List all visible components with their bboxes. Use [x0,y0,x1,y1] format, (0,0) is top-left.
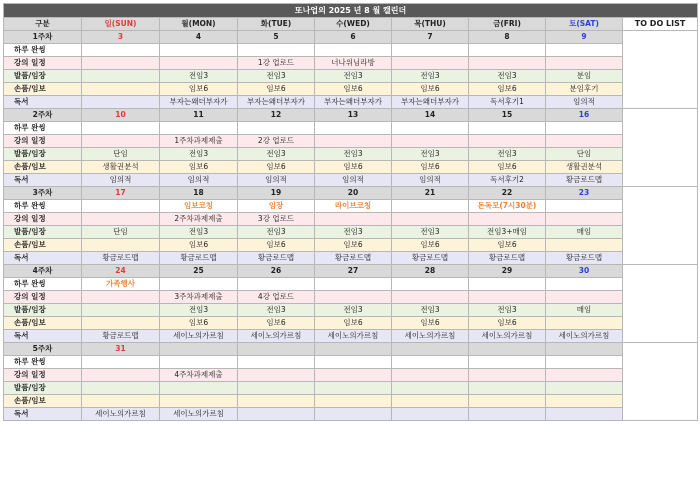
schedule-cell[interactable] [160,278,238,291]
schedule-cell[interactable] [315,213,392,226]
schedule-cell[interactable] [392,382,469,395]
date-cell-mon[interactable] [160,343,238,356]
schedule-cell[interactable]: 임보6 [160,317,238,330]
schedule-cell[interactable]: 전임3 [238,70,315,83]
schedule-cell[interactable] [238,395,315,408]
schedule-cell[interactable]: 임장 [238,200,315,213]
row-daily-complete [4,278,698,291]
schedule-cell[interactable]: 세이노의가르침 [160,330,238,343]
date-cell-mon[interactable]: 11 [160,109,238,122]
schedule-cell[interactable] [238,356,315,369]
schedule-cell[interactable]: 임보6 [469,83,546,96]
schedule-cell[interactable] [469,382,546,395]
schedule-cell[interactable]: 부자는왜더부자가 [238,96,315,109]
schedule-cell[interactable] [82,395,160,408]
row-online-research [4,239,698,252]
schedule-cell[interactable] [469,408,546,421]
date-cell-tue[interactable]: 5 [238,31,315,44]
schedule-cell[interactable] [82,291,160,304]
row-label: 손품/임보 [4,317,82,330]
row-label: 손품/임보 [4,161,82,174]
schedule-cell[interactable]: 세이노의가르침 [238,330,315,343]
date-cell-fri[interactable]: 22 [469,187,546,200]
schedule-cell[interactable] [315,135,392,148]
schedule-cell[interactable]: 2주차과제제출 [160,213,238,226]
schedule-cell[interactable]: 전임3 [238,148,315,161]
date-cell-mon[interactable]: 18 [160,187,238,200]
schedule-cell[interactable]: 부자는왜더부자가 [315,96,392,109]
date-cell-tue[interactable]: 19 [238,187,315,200]
day-header-sat: 토(SAT) [546,18,623,31]
date-cell-fri[interactable]: 8 [469,31,546,44]
schedule-cell[interactable]: 임보6 [315,317,392,330]
schedule-cell[interactable] [392,44,469,57]
row-online-research [4,83,698,96]
row-reading [4,330,698,343]
schedule-cell[interactable] [160,356,238,369]
schedule-cell[interactable] [392,356,469,369]
schedule-cell[interactable]: 세이노의가르침 [82,408,160,421]
schedule-cell[interactable] [82,70,160,83]
date-cell-wed[interactable]: 27 [315,265,392,278]
schedule-cell[interactable] [238,408,315,421]
date-cell-mon[interactable]: 4 [160,31,238,44]
schedule-cell[interactable] [546,317,623,330]
schedule-cell[interactable]: 전임3 [315,304,392,317]
schedule-cell[interactable] [392,395,469,408]
schedule-cell[interactable]: 황금로드맵 [82,330,160,343]
row-label: 독서 [4,96,82,109]
week-label: 2주차 [4,109,82,122]
schedule-cell[interactable] [469,291,546,304]
date-cell-fri[interactable] [469,343,546,356]
schedule-cell[interactable] [546,135,623,148]
schedule-cell[interactable]: 임의적 [392,174,469,187]
schedule-cell[interactable] [82,135,160,148]
row-label: 하루 완씽 [4,278,82,291]
row-lecture-schedule [4,57,698,70]
row-field-visit [4,148,698,161]
row-label: 하루 완씽 [4,122,82,135]
row-label: 하루 완씽 [4,200,82,213]
schedule-cell[interactable]: 단임 [82,226,160,239]
row-label: 손품/임보 [4,83,82,96]
row-label: 독서 [4,408,82,421]
schedule-cell[interactable] [238,382,315,395]
schedule-cell[interactable]: 단임 [546,148,623,161]
schedule-cell[interactable] [546,408,623,421]
row-field-visit [4,70,698,83]
row-label: 발품/임장 [4,226,82,239]
schedule-cell[interactable] [82,356,160,369]
row-label: 손품/임보 [4,395,82,408]
schedule-cell[interactable]: 전임3 [160,70,238,83]
todo-cell[interactable] [623,31,698,109]
row-online-research [4,161,698,174]
row-label: 강의 일정 [4,57,82,70]
row-label: 독서 [4,252,82,265]
week-header-row [4,187,698,200]
row-daily-complete [4,200,698,213]
date-cell-sun[interactable]: 24 [82,265,160,278]
date-cell-mon[interactable]: 25 [160,265,238,278]
schedule-cell[interactable] [82,382,160,395]
date-cell-sat[interactable]: 16 [546,109,623,122]
week-header-row [4,109,698,122]
date-cell-wed[interactable]: 13 [315,109,392,122]
schedule-cell[interactable] [469,44,546,57]
schedule-cell[interactable]: 임보6 [315,83,392,96]
schedule-cell[interactable]: 전임3 [392,70,469,83]
schedule-cell[interactable]: 황금로드맵 [469,252,546,265]
schedule-cell[interactable] [160,122,238,135]
schedule-cell[interactable]: 매임 [546,226,623,239]
schedule-cell[interactable]: 1주차과제제출 [160,135,238,148]
schedule-cell[interactable] [315,395,392,408]
calendar-title: 또나업의 2025 년 8 월 캘린더 [4,4,698,18]
week-label: 3주차 [4,187,82,200]
schedule-cell[interactable] [392,278,469,291]
schedule-cell[interactable]: 임보6 [392,239,469,252]
schedule-cell[interactable] [392,135,469,148]
schedule-cell[interactable]: 2강 업로드 [238,135,315,148]
date-cell-sat[interactable]: 23 [546,187,623,200]
schedule-cell[interactable] [82,57,160,70]
schedule-cell[interactable]: 전임3 [469,70,546,83]
date-cell-sat[interactable] [546,343,623,356]
schedule-cell[interactable]: 1강 업로드 [238,57,315,70]
schedule-cell[interactable]: 전임3 [392,148,469,161]
schedule-cell[interactable] [160,395,238,408]
todo-cell[interactable] [623,343,698,421]
date-cell-thu[interactable]: 28 [392,265,469,278]
day-header-thu: 목(THU) [392,18,469,31]
week-label: 5주차 [4,343,82,356]
schedule-cell[interactable] [82,369,160,382]
schedule-cell[interactable]: 임보6 [238,317,315,330]
row-label: 강의 일정 [4,291,82,304]
schedule-cell[interactable] [315,382,392,395]
row-label: 손품/임보 [4,239,82,252]
schedule-cell[interactable]: 분임 [546,70,623,83]
schedule-cell[interactable] [315,291,392,304]
schedule-cell[interactable]: 임보6 [315,239,392,252]
date-cell-tue[interactable]: 26 [238,265,315,278]
schedule-cell[interactable]: 임의적 [315,174,392,187]
schedule-cell[interactable] [546,382,623,395]
row-reading [4,96,698,109]
day-header-mon: 월(MON) [160,18,238,31]
row-online-research [4,317,698,330]
date-cell-wed[interactable] [315,343,392,356]
row-reading [4,174,698,187]
schedule-cell[interactable]: 단임 [82,148,160,161]
schedule-cell[interactable] [315,278,392,291]
schedule-cell[interactable] [238,122,315,135]
schedule-cell[interactable]: 세이노의가르침 [546,330,623,343]
schedule-cell[interactable]: 임의적 [546,96,623,109]
date-cell-thu[interactable]: 7 [392,31,469,44]
schedule-cell[interactable]: 전임3 [315,148,392,161]
schedule-cell[interactable]: 전임3 [469,304,546,317]
schedule-cell[interactable] [160,44,238,57]
schedule-cell[interactable]: 세이노의가르침 [315,330,392,343]
day-header-sun: 일(SUN) [82,18,160,31]
schedule-cell[interactable] [160,382,238,395]
week-label: 4주차 [4,265,82,278]
schedule-cell[interactable]: 황금로드맵 [160,252,238,265]
schedule-cell[interactable] [82,317,160,330]
schedule-cell[interactable] [392,369,469,382]
row-daily-complete [4,122,698,135]
schedule-cell[interactable]: 임보6 [238,161,315,174]
schedule-cell[interactable] [392,291,469,304]
schedule-cell[interactable] [315,122,392,135]
schedule-cell[interactable] [469,395,546,408]
todo-cell[interactable] [623,109,698,187]
schedule-cell[interactable]: 임보6 [160,239,238,252]
schedule-cell[interactable]: 전임3 [238,226,315,239]
calendar-body [4,31,698,421]
category-header: 구분 [4,18,82,31]
schedule-cell[interactable] [82,83,160,96]
schedule-cell[interactable]: 임보6 [469,161,546,174]
schedule-cell[interactable]: 부자는왜더부자가 [160,96,238,109]
schedule-cell[interactable]: 임보6 [238,239,315,252]
schedule-cell[interactable] [546,213,623,226]
todo-cell[interactable] [623,265,698,343]
schedule-cell[interactable] [238,44,315,57]
schedule-cell[interactable]: 임보코칭 [160,200,238,213]
schedule-cell[interactable]: 독서후기1 [469,96,546,109]
schedule-cell[interactable] [546,356,623,369]
schedule-cell[interactable] [315,356,392,369]
schedule-cell[interactable]: 전임3 [392,304,469,317]
row-label: 독서 [4,330,82,343]
schedule-cell[interactable] [546,200,623,213]
week-label: 1주차 [4,31,82,44]
schedule-cell[interactable] [82,122,160,135]
date-cell-thu[interactable]: 14 [392,109,469,122]
schedule-cell[interactable]: 임보6 [392,83,469,96]
date-cell-sat[interactable]: 30 [546,265,623,278]
schedule-cell[interactable]: 부자는왜더부자가 [392,96,469,109]
schedule-cell[interactable] [315,408,392,421]
schedule-cell[interactable]: 황금로드맵 [546,174,623,187]
day-header-wed: 수(WED) [315,18,392,31]
schedule-cell[interactable]: 세이노의가르침 [160,408,238,421]
schedule-cell[interactable]: 전임3 [160,304,238,317]
row-label: 강의 일정 [4,369,82,382]
row-label: 발품/임장 [4,70,82,83]
todo-cell[interactable] [623,187,698,265]
date-cell-thu[interactable]: 21 [392,187,469,200]
schedule-cell[interactable]: 황금로드맵 [546,252,623,265]
day-header-tue: 화(TUE) [238,18,315,31]
schedule-cell[interactable]: 황금로드맵 [315,252,392,265]
schedule-cell[interactable]: 3주차과제제출 [160,291,238,304]
schedule-cell[interactable]: 임의적 [160,174,238,187]
row-reading [4,408,698,421]
schedule-cell[interactable] [546,369,623,382]
schedule-cell[interactable] [469,213,546,226]
schedule-cell[interactable]: 황금로드맵 [82,252,160,265]
schedule-cell[interactable]: 임보6 [392,161,469,174]
schedule-cell[interactable] [546,239,623,252]
schedule-cell[interactable]: 임보6 [469,239,546,252]
date-cell-fri[interactable]: 15 [469,109,546,122]
schedule-cell[interactable]: 전임3+매임 [469,226,546,239]
schedule-cell[interactable]: 가족행사 [82,278,160,291]
schedule-cell[interactable]: 임보6 [315,161,392,174]
row-online-research [4,395,698,408]
schedule-cell[interactable] [546,291,623,304]
schedule-cell[interactable]: 돈독모(7시30분) [469,200,546,213]
row-label: 하루 완씽 [4,356,82,369]
schedule-cell[interactable] [82,96,160,109]
row-field-visit [4,226,698,239]
schedule-cell[interactable] [469,135,546,148]
date-cell-sun[interactable]: 31 [82,343,160,356]
schedule-cell[interactable] [469,57,546,70]
schedule-cell[interactable]: 임의적 [82,174,160,187]
schedule-cell[interactable]: 전임3 [469,148,546,161]
row-label: 강의 일정 [4,213,82,226]
schedule-cell[interactable]: 임보6 [160,83,238,96]
schedule-cell[interactable] [469,369,546,382]
schedule-cell[interactable] [392,408,469,421]
schedule-cell[interactable]: 4주차과제제출 [160,369,238,382]
schedule-cell[interactable]: 세이노의가르침 [469,330,546,343]
date-cell-sun[interactable]: 10 [82,109,160,122]
schedule-cell[interactable]: 생활권분석 [82,161,160,174]
schedule-cell[interactable] [546,122,623,135]
calendar-table [3,3,698,421]
schedule-cell[interactable] [82,44,160,57]
schedule-cell[interactable]: 분임후기 [546,83,623,96]
schedule-cell[interactable]: 전임3 [315,70,392,83]
schedule-cell[interactable]: 전임3 [315,226,392,239]
row-label: 강의 일정 [4,135,82,148]
row-label: 발품/임장 [4,382,82,395]
schedule-cell[interactable] [392,122,469,135]
schedule-cell[interactable]: 독서후기2 [469,174,546,187]
schedule-cell[interactable] [546,395,623,408]
schedule-cell[interactable] [546,278,623,291]
schedule-cell[interactable] [160,57,238,70]
row-lecture-schedule [4,369,698,382]
schedule-cell[interactable]: 임보6 [238,83,315,96]
schedule-cell[interactable] [238,278,315,291]
schedule-cell[interactable]: 전임3 [160,148,238,161]
schedule-cell[interactable] [392,213,469,226]
schedule-cell[interactable]: 전임3 [160,226,238,239]
schedule-cell[interactable]: 전임3 [392,226,469,239]
schedule-cell[interactable]: 생활권분석 [546,161,623,174]
week-header-row [4,31,698,44]
row-lecture-schedule [4,291,698,304]
date-cell-wed[interactable]: 20 [315,187,392,200]
schedule-cell[interactable] [82,239,160,252]
date-cell-tue[interactable] [238,343,315,356]
schedule-cell[interactable]: 황금로드맵 [238,252,315,265]
day-header-row [4,18,698,31]
schedule-cell[interactable]: 4강 업로드 [238,291,315,304]
row-reading [4,252,698,265]
week-header-row [4,265,698,278]
row-lecture-schedule [4,135,698,148]
schedule-cell[interactable]: 임보6 [160,161,238,174]
schedule-cell[interactable] [392,200,469,213]
todo-list-header: TO DO LIST [623,18,698,31]
schedule-cell[interactable] [392,57,469,70]
date-cell-sun[interactable]: 17 [82,187,160,200]
date-cell-fri[interactable]: 29 [469,265,546,278]
week-header-row [4,343,698,356]
day-header-fri: 금(FRI) [469,18,546,31]
schedule-cell[interactable]: 라이브코칭 [315,200,392,213]
schedule-cell[interactable] [238,369,315,382]
schedule-cell[interactable]: 3강 업로드 [238,213,315,226]
schedule-cell[interactable]: 전임3 [238,304,315,317]
date-cell-tue[interactable]: 12 [238,109,315,122]
schedule-cell[interactable]: 임보6 [469,317,546,330]
date-cell-wed[interactable]: 6 [315,31,392,44]
date-cell-thu[interactable] [392,343,469,356]
row-field-visit [4,304,698,317]
schedule-cell[interactable] [469,278,546,291]
schedule-cell[interactable] [315,369,392,382]
schedule-cell[interactable]: 너나위님라방 [315,57,392,70]
row-label: 발품/임장 [4,304,82,317]
schedule-cell[interactable]: 세이노의가르침 [392,330,469,343]
row-label: 독서 [4,174,82,187]
date-cell-sat[interactable]: 9 [546,31,623,44]
schedule-cell[interactable] [82,213,160,226]
schedule-cell[interactable] [469,122,546,135]
schedule-cell[interactable] [82,200,160,213]
schedule-cell[interactable]: 임보6 [392,317,469,330]
row-daily-complete [4,44,698,57]
row-lecture-schedule [4,213,698,226]
schedule-cell[interactable]: 황금로드맵 [392,252,469,265]
date-cell-sun[interactable]: 3 [82,31,160,44]
row-label: 발품/임장 [4,148,82,161]
schedule-cell[interactable] [546,44,623,57]
row-daily-complete [4,356,698,369]
schedule-cell[interactable]: 임의적 [238,174,315,187]
schedule-cell[interactable] [546,57,623,70]
row-field-visit [4,382,698,395]
schedule-cell[interactable] [469,356,546,369]
row-label: 하루 완씽 [4,44,82,57]
schedule-cell[interactable]: 매임 [546,304,623,317]
schedule-cell[interactable] [82,304,160,317]
schedule-cell[interactable] [315,44,392,57]
